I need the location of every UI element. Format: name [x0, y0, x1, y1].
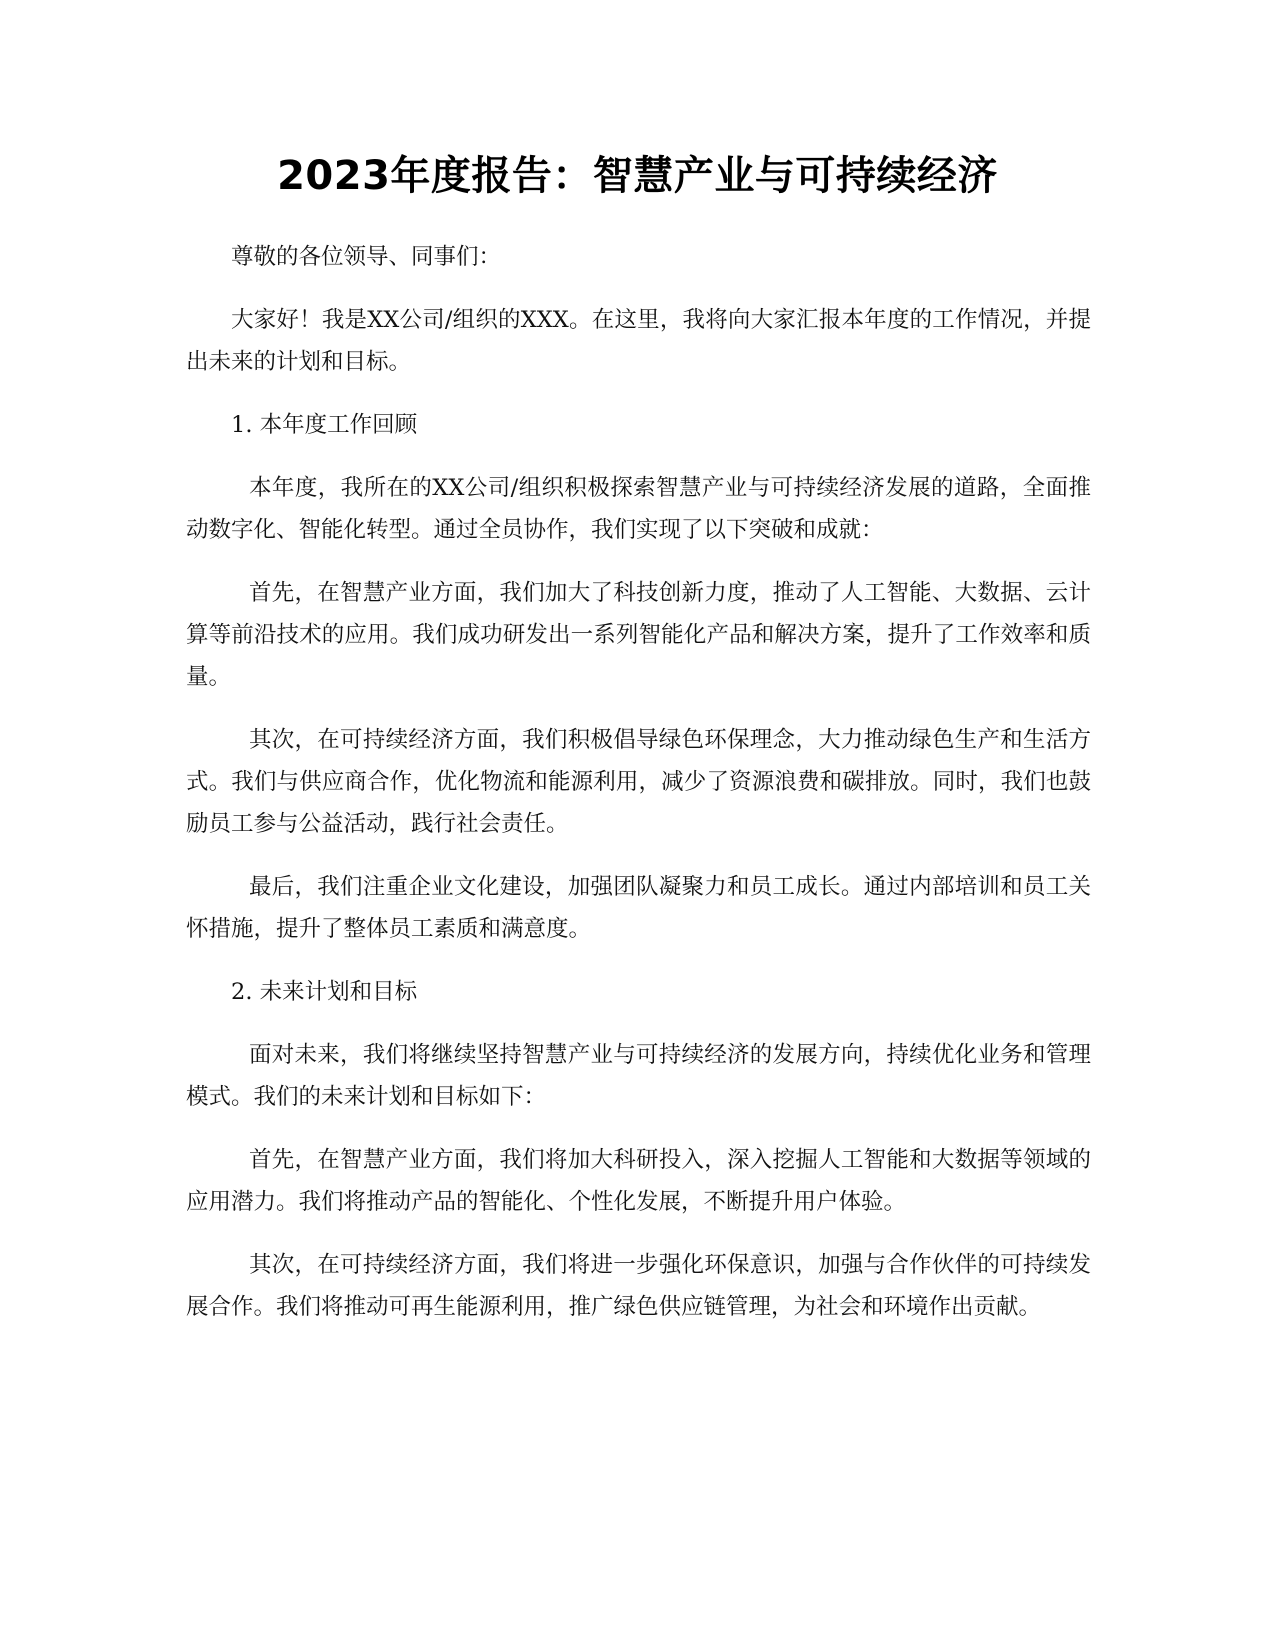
review-smart-industry-paragraph: 首先，在智慧产业方面，我们加大了科技创新力度，推动了人工智能、大数据、云计算等前沿技术的应用。我们成功研发出一系列智能化产品和解决方案，提升了工作效率和质量。 [186, 580, 1091, 690]
review-sustainability-paragraph: 其次，在可持续经济方面，我们积极倡导绿色环保理念，大力推动绿色生产和生活方式。我们与供应商合作，优化物流和能源利用，减少了资源浪费和碳排放。同时，我们也鼓励员工参与公益活动，践行社会责任。 [186, 727, 1091, 837]
future-smart-industry-paragraph: 首先，在智慧产业方面，我们将加大科研投入，深入挖掘人工智能和大数据等领域的应用潜力。我们将推动产品的智能化、个性化发展，不断提升用户体验。 [186, 1147, 1091, 1215]
salutation: 尊敬的各位领导、同事们： [231, 244, 502, 270]
document-title: 2023年度报告：智慧产业与可持续经济 [277, 153, 998, 199]
section-heading-review: 1. 本年度工作回顾 [231, 412, 418, 438]
section-heading-future: 2. 未来计划和目标 [231, 979, 418, 1005]
review-overview-paragraph: 本年度，我所在的XX公司/组织积极探索智慧产业与可持续经济发展的道路，全面推动数字化、智能化转型。通过全员协作，我们实现了以下突破和成就： [186, 475, 1091, 543]
intro-paragraph: 大家好！我是XX公司/组织的XXX。在这里，我将向大家汇报本年度的工作情况，并提出未来的计划和目标。 [186, 307, 1091, 375]
document-body [186, 236, 1091, 1349]
future-sustainability-paragraph: 其次，在可持续经济方面，我们将进一步强化环保意识，加强与合作伙伴的可持续发展合作。我们将推动可再生能源利用，推广绿色供应链管理，为社会和环境作出贡献。 [186, 1252, 1091, 1320]
future-overview-paragraph: 面对未来，我们将继续坚持智慧产业与可持续经济的发展方向，持续优化业务和管理模式。我们的未来计划和目标如下： [186, 1042, 1091, 1110]
review-culture-paragraph: 最后，我们注重企业文化建设，加强团队凝聚力和员工成长。通过内部培训和员工关怀措施，提升了整体员工素质和满意度。 [186, 874, 1091, 942]
